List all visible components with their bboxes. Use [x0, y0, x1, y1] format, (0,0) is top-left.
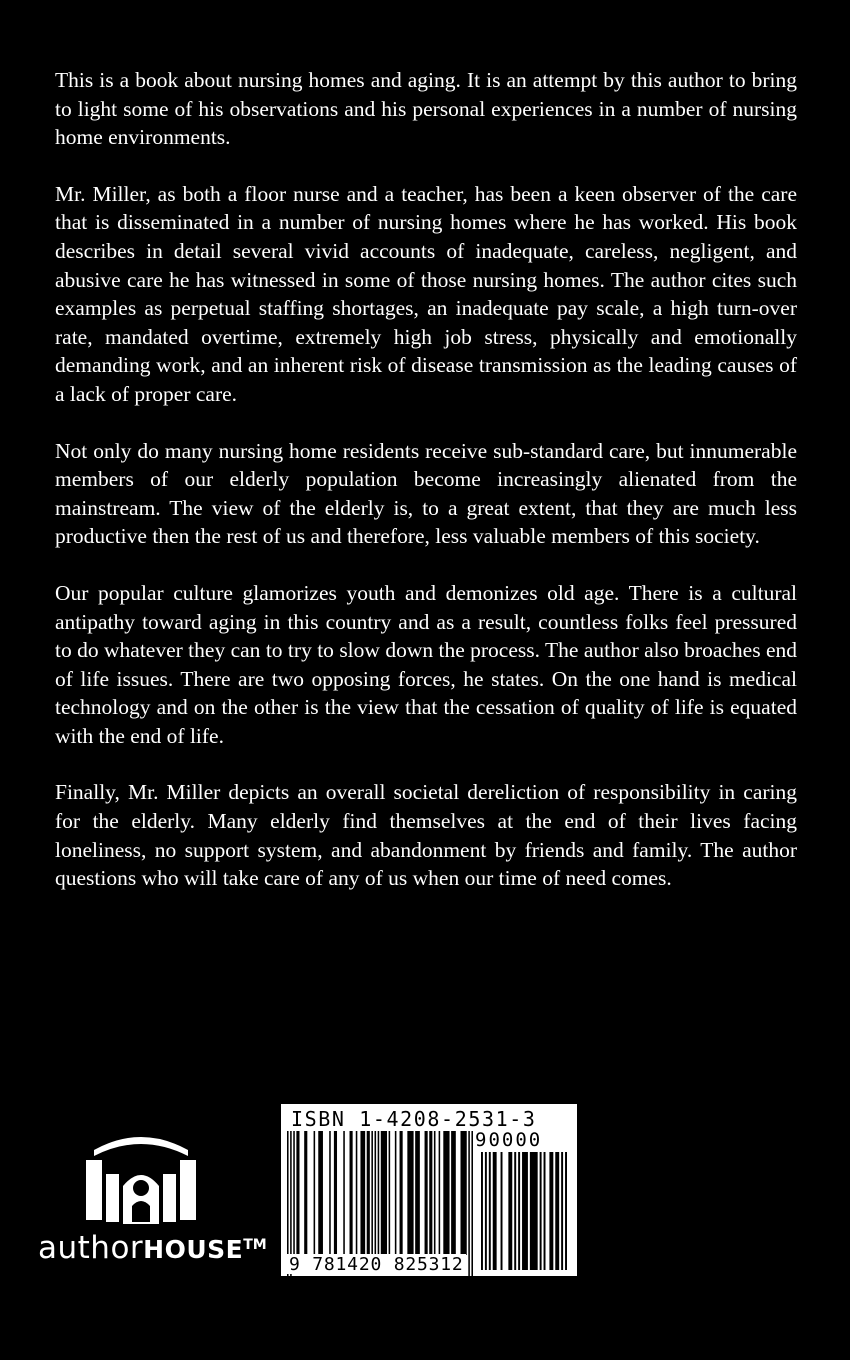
barcode-bar: [371, 1131, 373, 1255]
blurb-paragraph-4: Our popular culture glamorizes youth and demonizes old age. There is a cultural antipathy toward aging in this country and as a result, countless folks feel pressured to do whatever they can to try to slow down the process. The author also broaches end of life issues. There are two opposing forces, he states. On the one hand is medical technology and on the other is the view that the cessation of quality of life is equated with the end of life.: [55, 580, 797, 748]
barcode-bar: [434, 1131, 436, 1255]
barcode-bar: [367, 1131, 370, 1255]
barcode-bar: [293, 1131, 295, 1255]
barcode-bar: [451, 1131, 456, 1255]
barcode-bar: [518, 1152, 520, 1270]
addon-barcode-bars: [481, 1152, 567, 1270]
barcode-bar: [481, 1152, 483, 1270]
barcode-bar: [530, 1152, 538, 1270]
barcode-bar: [522, 1152, 528, 1270]
barcode-bar: [540, 1152, 542, 1270]
ean-digits: 9 781420 825312: [289, 1254, 464, 1275]
trademark-symbol: TM: [243, 1237, 267, 1253]
barcode-bar: [429, 1131, 432, 1255]
barcode-bar: [508, 1152, 512, 1270]
barcode-bar: [415, 1131, 420, 1255]
barcode-bar: [329, 1131, 331, 1255]
barcode-bar: [501, 1152, 503, 1270]
barcode-bar: [304, 1131, 307, 1255]
barcode-bar: [565, 1152, 567, 1270]
barcode-bar: [561, 1152, 563, 1270]
barcode-bar: [425, 1131, 428, 1255]
barcode-bar: [407, 1131, 413, 1255]
isbn-label: ISBN 1-4208-2531-3: [291, 1107, 537, 1131]
barcode-bar: [378, 1131, 380, 1255]
barcode-bar: [343, 1131, 345, 1255]
barcode-bar: [555, 1152, 559, 1270]
barcode-bar: [350, 1131, 353, 1255]
barcode-bar: [489, 1152, 491, 1270]
blurb-paragraph-2: Mr. Miller, as both a floor nurse and a teacher, has been a keen observer of the care that is disseminated in a number of nursing homes where he has worked. His book describes in detail several vivid accounts of inadequate, careless, negligent, and abusive care he has witnessed in some of those nursing homes. The author cites such examples as perpetual staffing shortages, an inadequate pay scale, a high turn-over rate, mandated overtime, extremely high job stress, physically and emotionally demanding work, and an inherent risk of disease transmission as the leading causes of a lack of proper care.: [55, 181, 797, 406]
barcode-bar: [400, 1131, 403, 1255]
barcode-bar: [360, 1131, 365, 1255]
barcode-bar: [468, 1131, 470, 1279]
barcode-bar: [493, 1152, 497, 1270]
barcode-bar: [485, 1152, 487, 1270]
blurb-paragraph-5: Finally, Mr. Miller depicts an overall societal dereliction of responsibility in caring for the elderly. Many elderly find themselves at the end of their lives facing loneliness, no support system, and abandonment by friends and family. The author questions who will take care of any of us when our time of need comes.: [55, 780, 797, 891]
publisher-logo: [38, 1118, 267, 1268]
barcode-bar: [395, 1131, 397, 1255]
barcode-bar: [514, 1152, 516, 1270]
barcode-bar: [375, 1131, 377, 1255]
barcode-bar: [389, 1131, 391, 1255]
publisher-name-upper: HOUSE: [143, 1235, 244, 1264]
blurb-paragraph-3: Not only do many nursing home residents receive sub-standard care, but innumerable members of our elderly population become increasingly alienated from the mainstream. The view of the elderly is, to a great extent, that they are much less productive then the rest of us and therefore, less valuable members of this society.: [55, 438, 797, 549]
barcode-bar: [439, 1131, 441, 1255]
barcode-bar: [471, 1131, 473, 1279]
blurb-paragraph-1: This is a book about nursing homes and aging. It is an attempt by this author to bring to light some of his observations and his personal experiences in a number of nursing home environments.: [55, 68, 797, 150]
barcode-bar: [356, 1131, 358, 1255]
barcode-bar: [318, 1131, 323, 1255]
barcode-bar: [461, 1131, 467, 1255]
publisher-wordmark: [38, 1230, 268, 1266]
barcode-bar: [334, 1131, 337, 1255]
barcode-bar: [381, 1131, 387, 1255]
barcode-bar: [314, 1131, 316, 1255]
isbn-barcode: [281, 1104, 577, 1276]
barcode-bar: [549, 1152, 553, 1270]
back-cover-blurb: [55, 66, 797, 893]
publisher-name-lower: author: [38, 1230, 144, 1266]
barcode-bar: [443, 1131, 449, 1255]
barcode-bar: [296, 1131, 299, 1255]
barcode-bar: [544, 1152, 546, 1270]
publisher-house-icon: [76, 1118, 206, 1230]
price-addon-number: 90000: [475, 1129, 543, 1151]
